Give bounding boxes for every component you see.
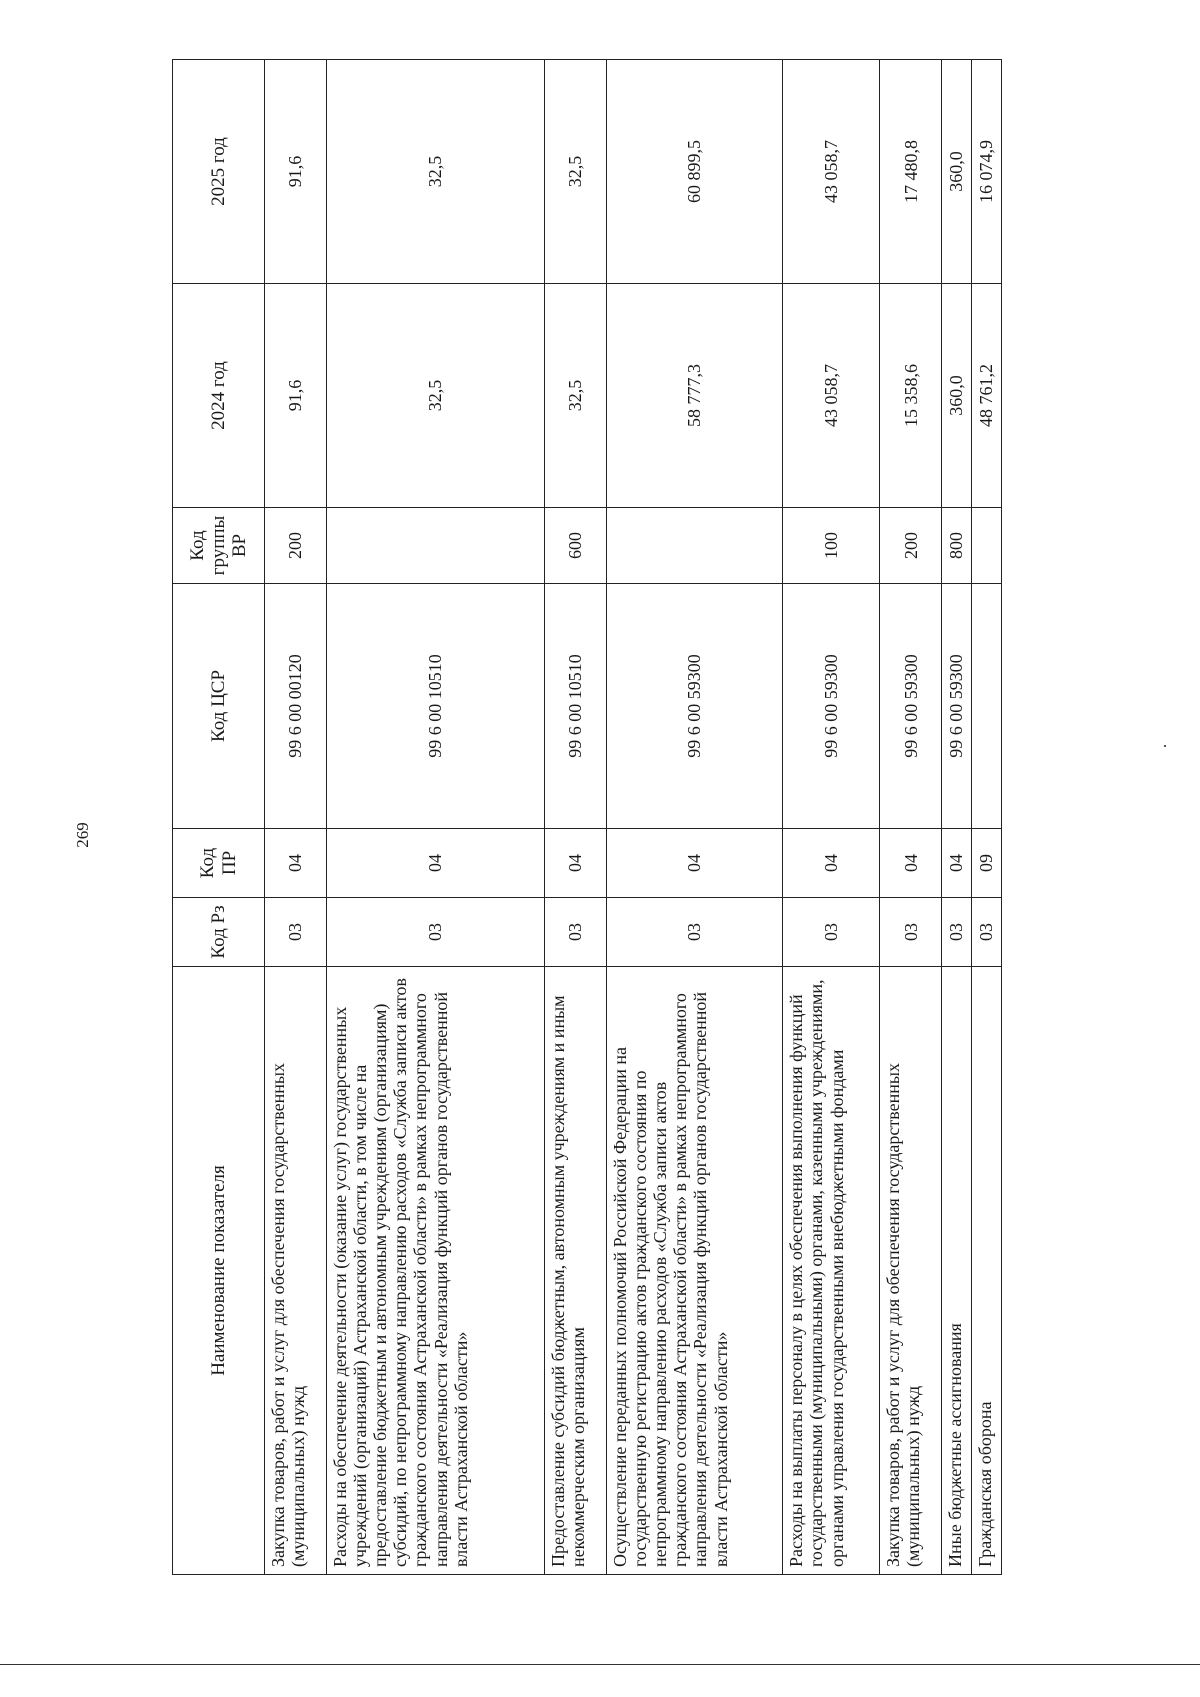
cell-rz: 03 (880, 898, 942, 967)
cell-name: Расходы на обеспечение деятельности (оказание услуг) государственных учреждений (организаций) Астраханской области, в том числе на предоставление бюджетным и автономным учреждениям (организациям) субсидий, по непрограммному направлению расходов «Служба записи актов гражданского состояния Астраханской области» в рамках непрограммного направления деятельности «Реализация функций органов государственной власти Астраханской области» (326, 967, 544, 1575)
cell-csr: 99 6 00 10510 (326, 584, 544, 829)
table-row (326, 60, 544, 1575)
cell-vr: 600 (545, 508, 607, 584)
cell-pr: 04 (783, 829, 880, 898)
cell-pr: 04 (942, 829, 972, 898)
cell-pr: 09 (972, 829, 1002, 898)
cell-rz: 03 (783, 898, 880, 967)
cell-name: Гражданская оборона (972, 967, 1002, 1575)
cell-2025: 91,6 (265, 60, 327, 284)
page-number: 269 (72, 822, 92, 848)
cell-2025: 60 899,5 (606, 60, 782, 284)
table-row (265, 60, 327, 1575)
bottom-rule (0, 1664, 1200, 1665)
table-row (606, 60, 782, 1575)
scan-speck (1164, 745, 1166, 747)
cell-pr: 04 (265, 829, 327, 898)
header-csr: Код ЦСР (173, 584, 265, 829)
cell-pr: 04 (606, 829, 782, 898)
cell-vr: 800 (942, 508, 972, 584)
header-pr: Код ПР (173, 829, 265, 898)
cell-name: Осуществление переданных полномочий Российской Федерации на государственную регистрацию актов гражданского состояния по непрограммному направлению расходов «Служба записи актов гражданского состояния Астраханской области» в рамках непрограммного направления деятельности «Реализация функций органов государственной власти Астраханской области» (606, 967, 782, 1575)
cell-csr: 99 6 00 00120 (265, 584, 327, 829)
cell-name: Закупка товаров, работ и услуг для обеспечения государственных (муниципальных) нужд (880, 967, 942, 1575)
cell-csr: 99 6 00 59300 (606, 584, 782, 829)
cell-vr: 100 (783, 508, 880, 584)
cell-2024: 32,5 (545, 284, 607, 508)
cell-rz: 03 (606, 898, 782, 967)
cell-2025: 32,5 (545, 60, 607, 284)
cell-rz: 03 (942, 898, 972, 967)
cell-vr (606, 508, 782, 584)
cell-name: Иные бюджетные ассигнования (942, 967, 972, 1575)
cell-2025: 32,5 (326, 60, 544, 284)
table-row (783, 60, 880, 1575)
rotated-table-container (172, 60, 1002, 1575)
cell-pr: 04 (545, 829, 607, 898)
cell-vr (326, 508, 544, 584)
cell-pr: 04 (880, 829, 942, 898)
cell-2024: 91,6 (265, 284, 327, 508)
cell-vr: 200 (265, 508, 327, 584)
cell-2025: 43 058,7 (783, 60, 880, 284)
cell-csr: 99 6 00 10510 (545, 584, 607, 829)
cell-name: Предоставление субсидий бюджетным, автономным учреждениям и иным некоммерческим организациям (545, 967, 607, 1575)
cell-name: Расходы на выплаты персоналу в целях обеспечения выполнения функций государственными (муниципальными) органами, казенными учреждениями, органами управления государственными внебюджетными фондами (783, 967, 880, 1575)
cell-name: Закупка товаров, работ и услуг для обеспечения государственных (муниципальных) нужд (265, 967, 327, 1575)
table-row (545, 60, 607, 1575)
cell-pr: 04 (326, 829, 544, 898)
cell-csr: 99 6 00 59300 (880, 584, 942, 829)
cell-rz: 03 (326, 898, 544, 967)
cell-csr: 99 6 00 59300 (942, 584, 972, 829)
cell-rz: 03 (265, 898, 327, 967)
header-rz: Код Рз (173, 898, 265, 967)
cell-csr (972, 584, 1002, 829)
table-header-row (173, 60, 265, 1575)
header-vr: Код группы ВР (173, 508, 265, 584)
cell-2025: 360,0 (942, 60, 972, 284)
cell-2024: 58 777,3 (606, 284, 782, 508)
table-row (880, 60, 942, 1575)
header-name: Наименование показателя (173, 967, 265, 1575)
header-2025: 2025 год (173, 60, 265, 284)
cell-2024: 360,0 (942, 284, 972, 508)
table-row (972, 60, 1002, 1575)
cell-2024: 48 761,2 (972, 284, 1002, 508)
cell-vr: 200 (880, 508, 942, 584)
cell-2024: 43 058,7 (783, 284, 880, 508)
header-2024: 2024 год (173, 284, 265, 508)
cell-rz: 03 (972, 898, 1002, 967)
cell-csr: 99 6 00 59300 (783, 584, 880, 829)
cell-vr (972, 508, 1002, 584)
table-row (942, 60, 972, 1575)
budget-table (172, 59, 1002, 1575)
cell-2024: 32,5 (326, 284, 544, 508)
cell-2025: 16 074,9 (972, 60, 1002, 284)
cell-2025: 17 480,8 (880, 60, 942, 284)
cell-2024: 15 358,6 (880, 284, 942, 508)
cell-rz: 03 (545, 898, 607, 967)
